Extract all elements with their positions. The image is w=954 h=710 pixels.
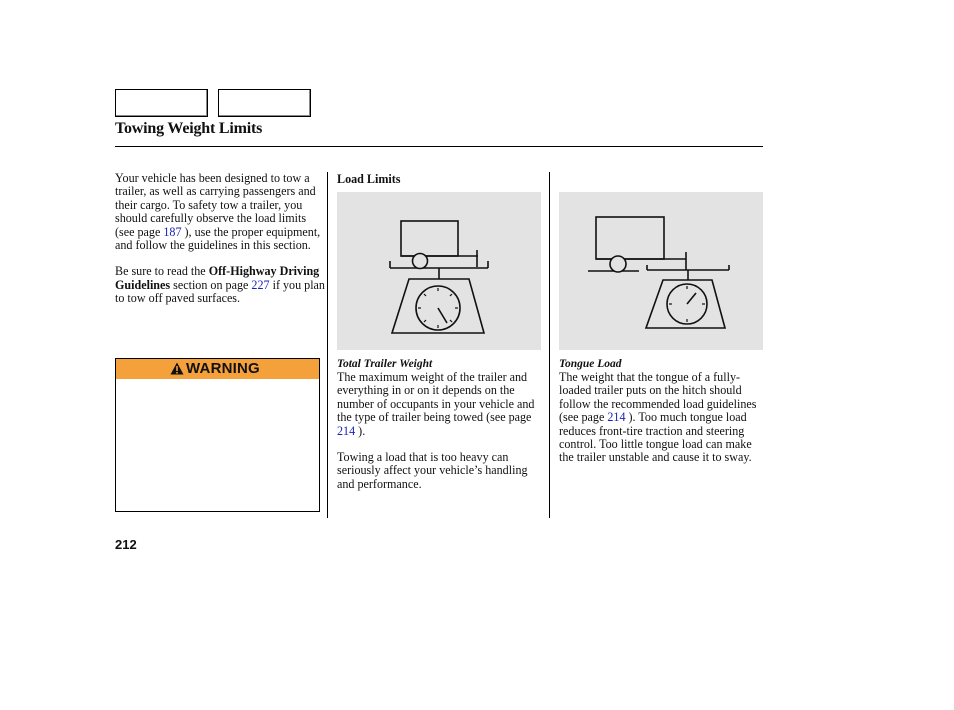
warning-label-wrap: [170, 361, 260, 377]
offroad-paragraph: [115, 265, 325, 305]
page-link-214[interactable]: 214: [337, 423, 356, 438]
intro-text-b: ), use the proper equipment, and follow the guidelines in this section.: [115, 224, 321, 253]
nav-button-previous[interactable]: [115, 89, 208, 117]
intro-paragraph: [115, 172, 325, 252]
offroad-text-b: section on page: [173, 277, 249, 292]
intro-text-a: Your vehicle has been designed to tow a trailer, as well as carrying passengers and their cargo. To safety tow a trailer, you should carefully observe the load limits (see page: [115, 171, 316, 239]
nav-button-next[interactable]: [218, 89, 311, 117]
heavy-load-paragraph: Towing a load that is too heavy can seriously affect your vehicle’s handling and performance.: [337, 450, 528, 491]
offroad-text-a: Be sure to read the: [115, 264, 206, 279]
offroad-text-c: if you plan to tow off paved surfaces.: [115, 277, 325, 306]
total-weight-text-b: ).: [358, 423, 366, 438]
tongue-load-text-a: The weight that the tongue of a fully-loaded trailer puts on the hitch should follow the recommended load guidelines (see page: [559, 370, 757, 425]
tongue-load-column: [559, 371, 767, 465]
tongue-load-caption: Tongue Load: [559, 358, 622, 370]
trailer-scale-drawing: [337, 192, 541, 350]
page-number: 212: [115, 537, 137, 552]
page-title: Towing Weight Limits: [115, 120, 263, 137]
trailer-on-scale-illustration: [337, 192, 541, 350]
page-link-187[interactable]: 187: [163, 224, 182, 239]
warning-box: [115, 358, 320, 512]
tongue-scale-drawing: [559, 192, 763, 350]
page-link-214[interactable]: 214: [607, 410, 626, 425]
total-trailer-weight-caption: Total Trailer Weight: [337, 358, 433, 370]
warning-header: [116, 359, 319, 379]
offroad-guidelines-term: Off-Highway Driving Guidelines: [115, 264, 320, 292]
warning-label: WARNING: [186, 360, 260, 377]
tongue-load-paragraph: [559, 371, 767, 465]
tongue-on-scale-illustration: [559, 192, 763, 350]
load-limits-heading: Load Limits: [337, 172, 401, 186]
column-divider: [327, 172, 328, 518]
total-weight-text-a: The maximum weight of the trailer and everything in or on it depends on the number of occupants in your vehicle and the type of trailer being towed (see page: [337, 370, 535, 425]
tongue-load-text-b: ). Too much tongue load reduces front-tire traction and steering control. Too little tongue load can make the trailer unstable and cause it to sway.: [559, 410, 752, 465]
total-weight-paragraph: [337, 371, 545, 438]
column-divider: [549, 172, 550, 518]
page-link-227[interactable]: 227: [251, 277, 270, 292]
title-divider: [115, 146, 763, 147]
intro-column: [115, 172, 325, 306]
total-weight-column: [337, 371, 545, 491]
